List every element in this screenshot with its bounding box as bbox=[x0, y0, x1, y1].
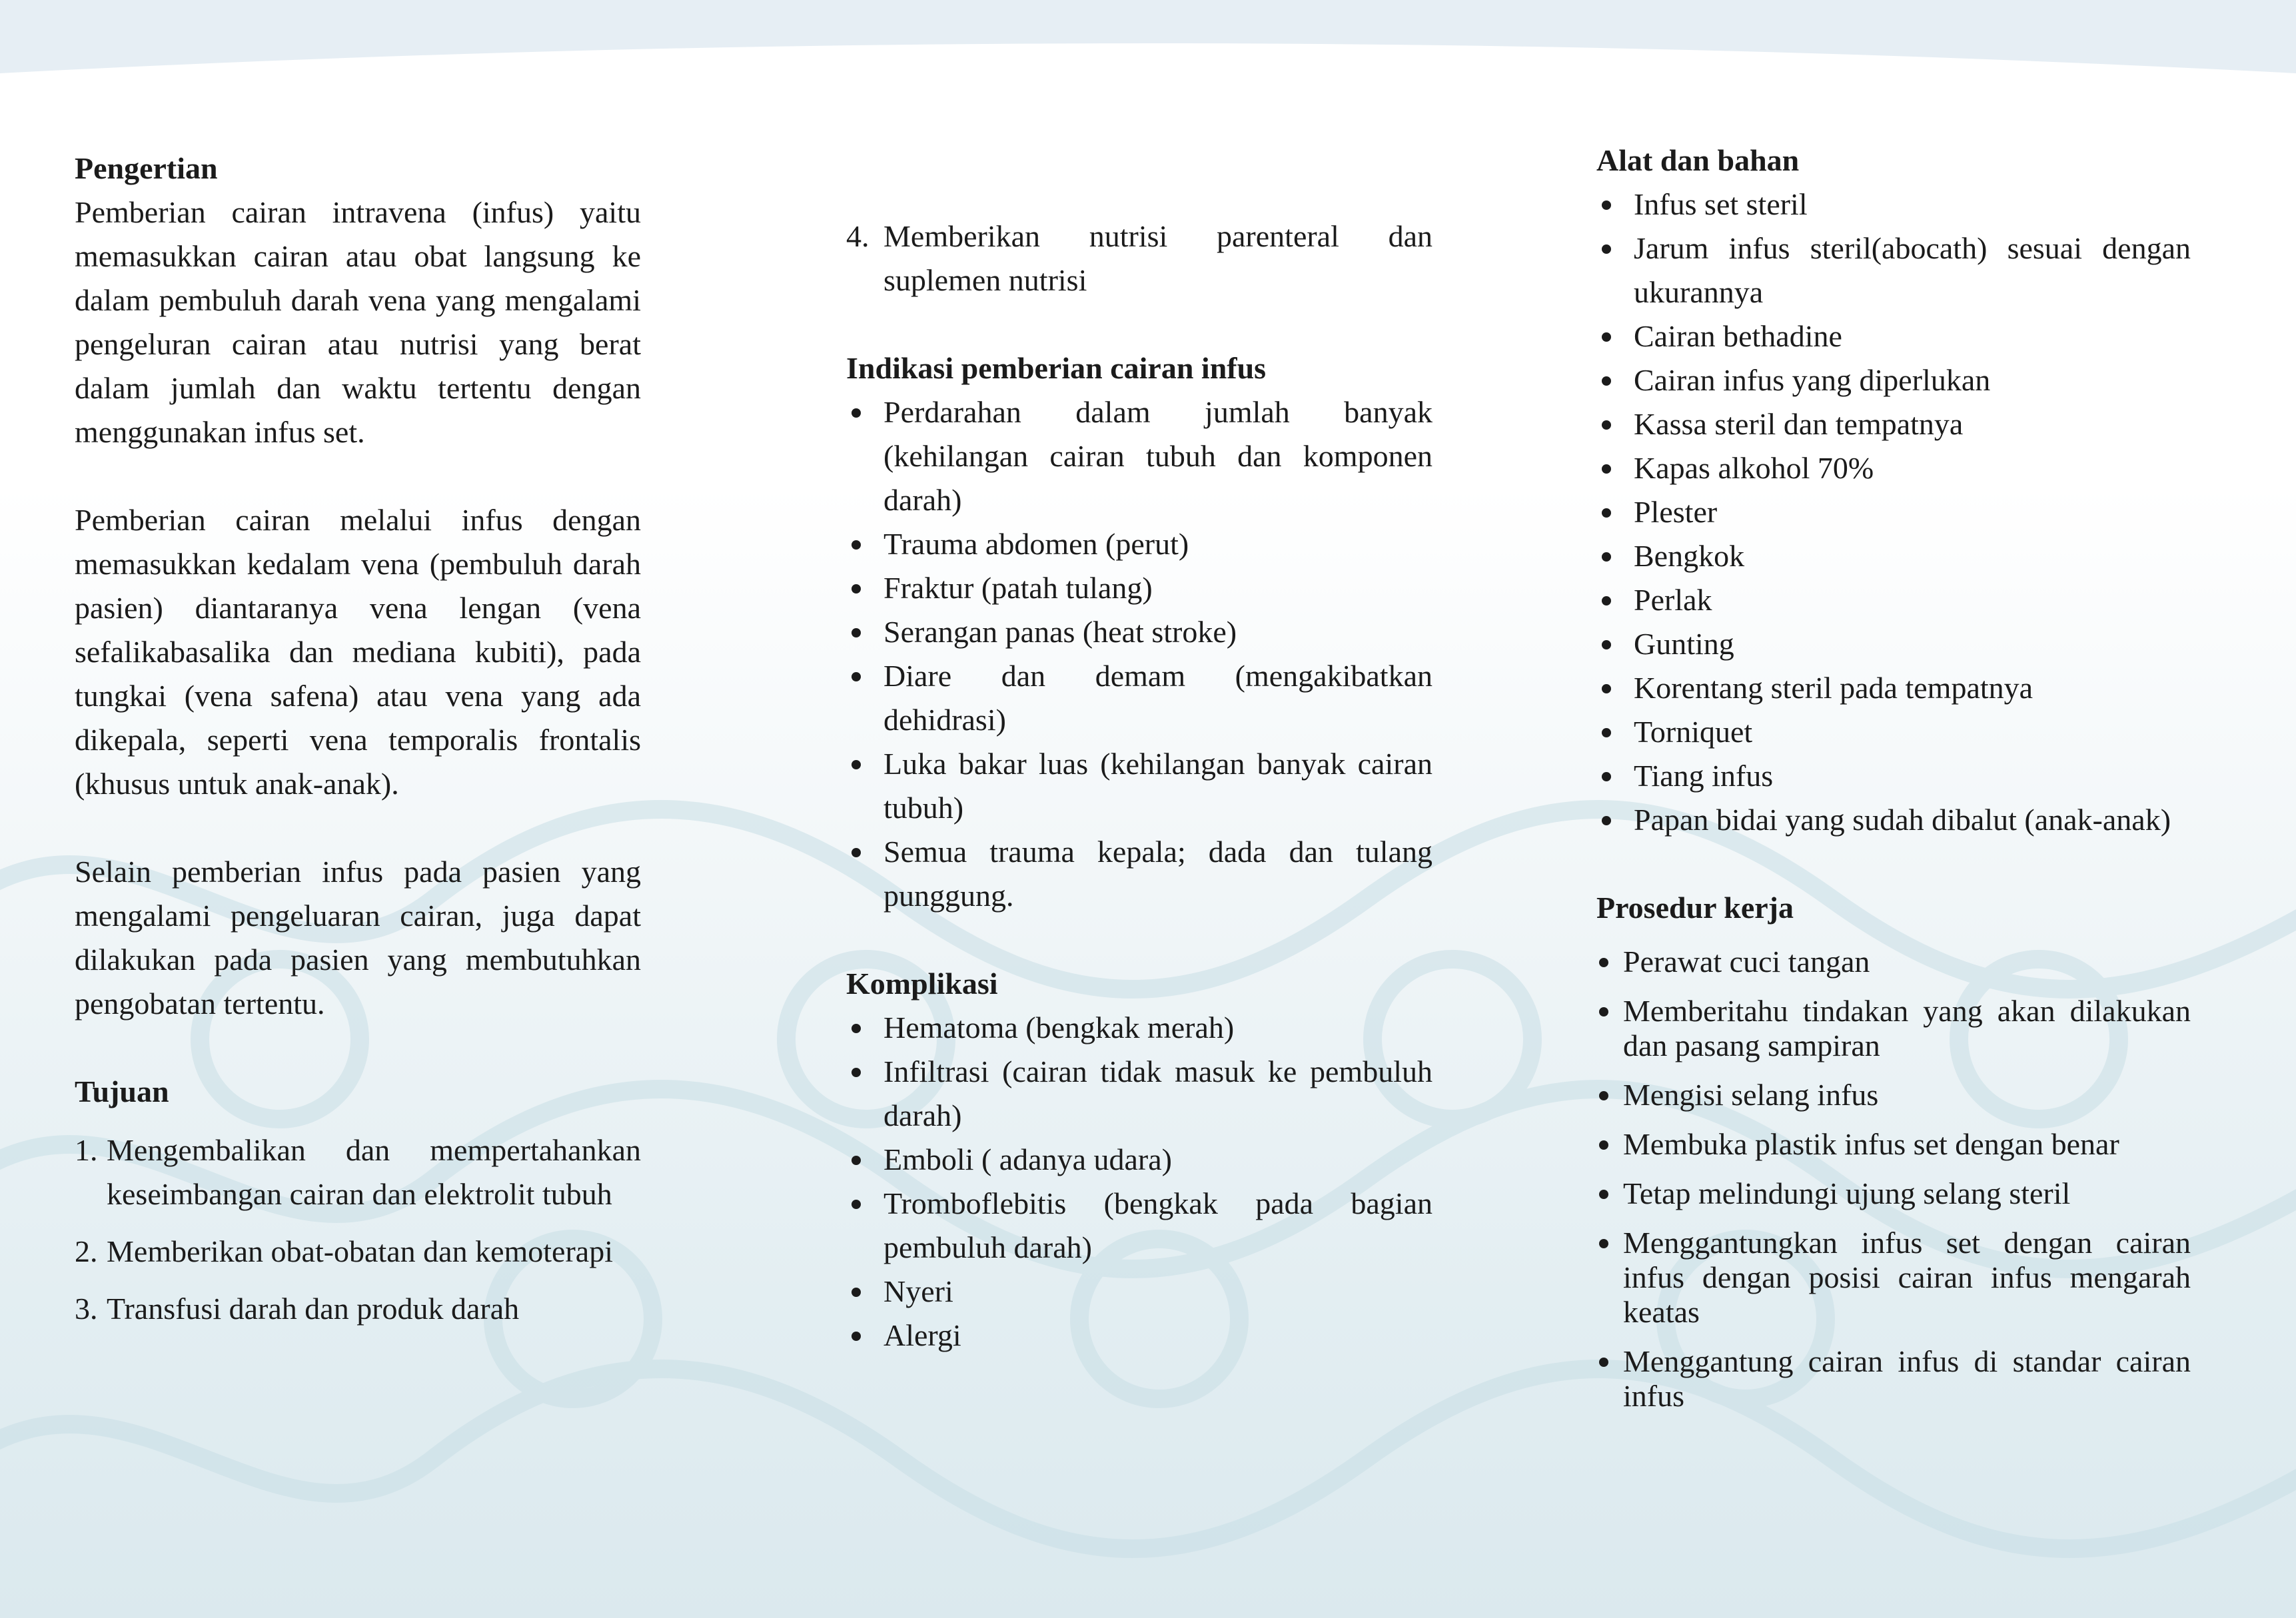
list-item: Tiang infus bbox=[1596, 754, 2191, 798]
list-item: Luka bakar luas (kehilangan banyak cairan tubuh) bbox=[846, 742, 1433, 830]
indikasi-list bbox=[846, 390, 1433, 918]
list-item: Diare dan demam (mengakibatkan dehidrasi) bbox=[846, 654, 1433, 742]
top-band-decoration bbox=[0, 0, 2296, 93]
list-item: Bengkok bbox=[1596, 534, 2191, 578]
list-item: Emboli ( adanya udara) bbox=[846, 1138, 1433, 1182]
list-item: Menggantung cairan infus di standar cairan infus bbox=[1596, 1344, 2191, 1414]
tujuan-heading: Tujuan bbox=[75, 1074, 169, 1108]
list-item: Infiltrasi (cairan tidak masuk ke pembuluh darah) bbox=[846, 1050, 1433, 1138]
list-item: Mengisi selang infus bbox=[1596, 1078, 2191, 1112]
list-item: Kassa steril dan tempatnya bbox=[1596, 402, 2191, 446]
alat-heading: Alat dan bahan bbox=[1596, 143, 1800, 177]
tujuan-list-continued bbox=[846, 214, 1433, 302]
list-item: Serangan panas (heat stroke) bbox=[846, 610, 1433, 654]
pengertian-paragraph-3: Selain pemberian infus pada pasien yang mengalami pengeluaran cairan, juga dapat dilakukan pada pasien yang membutuhkan pengobatan tertentu. bbox=[75, 855, 641, 1020]
column-right bbox=[1596, 139, 2191, 1428]
list-item: 1. Mengembalikan dan mempertahankan keseimbangan cairan dan elektrolit tubuh bbox=[75, 1133, 641, 1211]
list-item: Plester bbox=[1596, 490, 2191, 534]
list-item: Alergi bbox=[846, 1314, 1433, 1358]
alat-list bbox=[1596, 183, 2191, 842]
list-item: Cairan bethadine bbox=[1596, 314, 2191, 358]
list-item: 2. Memberikan obat-obatan dan kemoterapi bbox=[75, 1234, 613, 1268]
prosedur-list bbox=[1596, 945, 2191, 1414]
list-item: Perawat cuci tangan bbox=[1596, 945, 2191, 979]
list-item: Papan bidai yang sudah dibalut (anak-anak) bbox=[1596, 798, 2191, 842]
list-item: Torniquet bbox=[1596, 710, 2191, 754]
list-item: Tetap melindungi ujung selang steril bbox=[1596, 1176, 2191, 1211]
list-item: Semua trauma kepala; dada dan tulang punggung. bbox=[846, 830, 1433, 918]
list-item: 3. Transfusi darah dan produk darah bbox=[75, 1292, 520, 1326]
prosedur-heading: Prosedur kerja bbox=[1596, 891, 1794, 925]
list-item: Korentang steril pada tempatnya bbox=[1596, 666, 2191, 710]
column-middle bbox=[846, 214, 1433, 1358]
pengertian-paragraph-1: Pemberian cairan intravena (infus) yaitu memasukkan cairan atau obat langsung ke dalam pembuluh darah vena yang mengalami pengeluran cairan atau nutrisi yang berat dalam jumlah dan waktu tertentu dengan menggunakan infus set. bbox=[75, 195, 641, 449]
list-item: Kapas alkohol 70% bbox=[1596, 446, 2191, 490]
pengertian-heading: Pengertian bbox=[75, 151, 218, 185]
list-item: Membuka plastik infus set dengan benar bbox=[1596, 1127, 2191, 1162]
indikasi-heading: Indikasi pemberian cairan infus bbox=[846, 351, 1267, 385]
komplikasi-heading: Komplikasi bbox=[846, 967, 998, 1001]
list-item: Hematoma (bengkak merah) bbox=[846, 1006, 1433, 1050]
list-item: Perdarahan dalam jumlah banyak (kehilangan cairan tubuh dan komponen darah) bbox=[846, 390, 1433, 522]
list-item: Nyeri bbox=[846, 1270, 1433, 1314]
komplikasi-list bbox=[846, 1006, 1433, 1358]
list-item: Trauma abdomen (perut) bbox=[846, 522, 1433, 566]
list-item: Gunting bbox=[1596, 622, 2191, 666]
column-left bbox=[75, 147, 641, 1344]
list-item: Perlak bbox=[1596, 578, 2191, 622]
list-item: Cairan infus yang diperlukan bbox=[1596, 358, 2191, 402]
list-item: Jarum infus steril(abocath) sesuai dengan ukurannya bbox=[1596, 226, 2191, 314]
list-item: Tromboflebitis (bengkak pada bagian pembuluh darah) bbox=[846, 1182, 1433, 1270]
list-item: 4. Memberikan nutrisi parenteral dan suplemen nutrisi bbox=[846, 219, 1433, 297]
list-item: Infus set steril bbox=[1596, 183, 2191, 226]
list-item: Menggantungkan infus set dengan cairan infus dengan posisi cairan infus mengarah keatas bbox=[1596, 1226, 2191, 1330]
tujuan-list bbox=[75, 1128, 641, 1331]
list-item: Fraktur (patah tulang) bbox=[846, 566, 1433, 610]
pengertian-paragraph-2: Pemberian cairan melalui infus dengan memasukkan kedalam vena (pembuluh darah pasien) diantaranya vena lengan (vena sefalikabasalika dan mediana kubiti), pada tungkai (vena safena) atau vena yang ada dikepala, seperti vena temporalis frontalis (khusus untuk anak-anak). bbox=[75, 503, 641, 801]
list-item: Memberitahu tindakan yang akan dilakukan dan pasang sampiran bbox=[1596, 994, 2191, 1063]
